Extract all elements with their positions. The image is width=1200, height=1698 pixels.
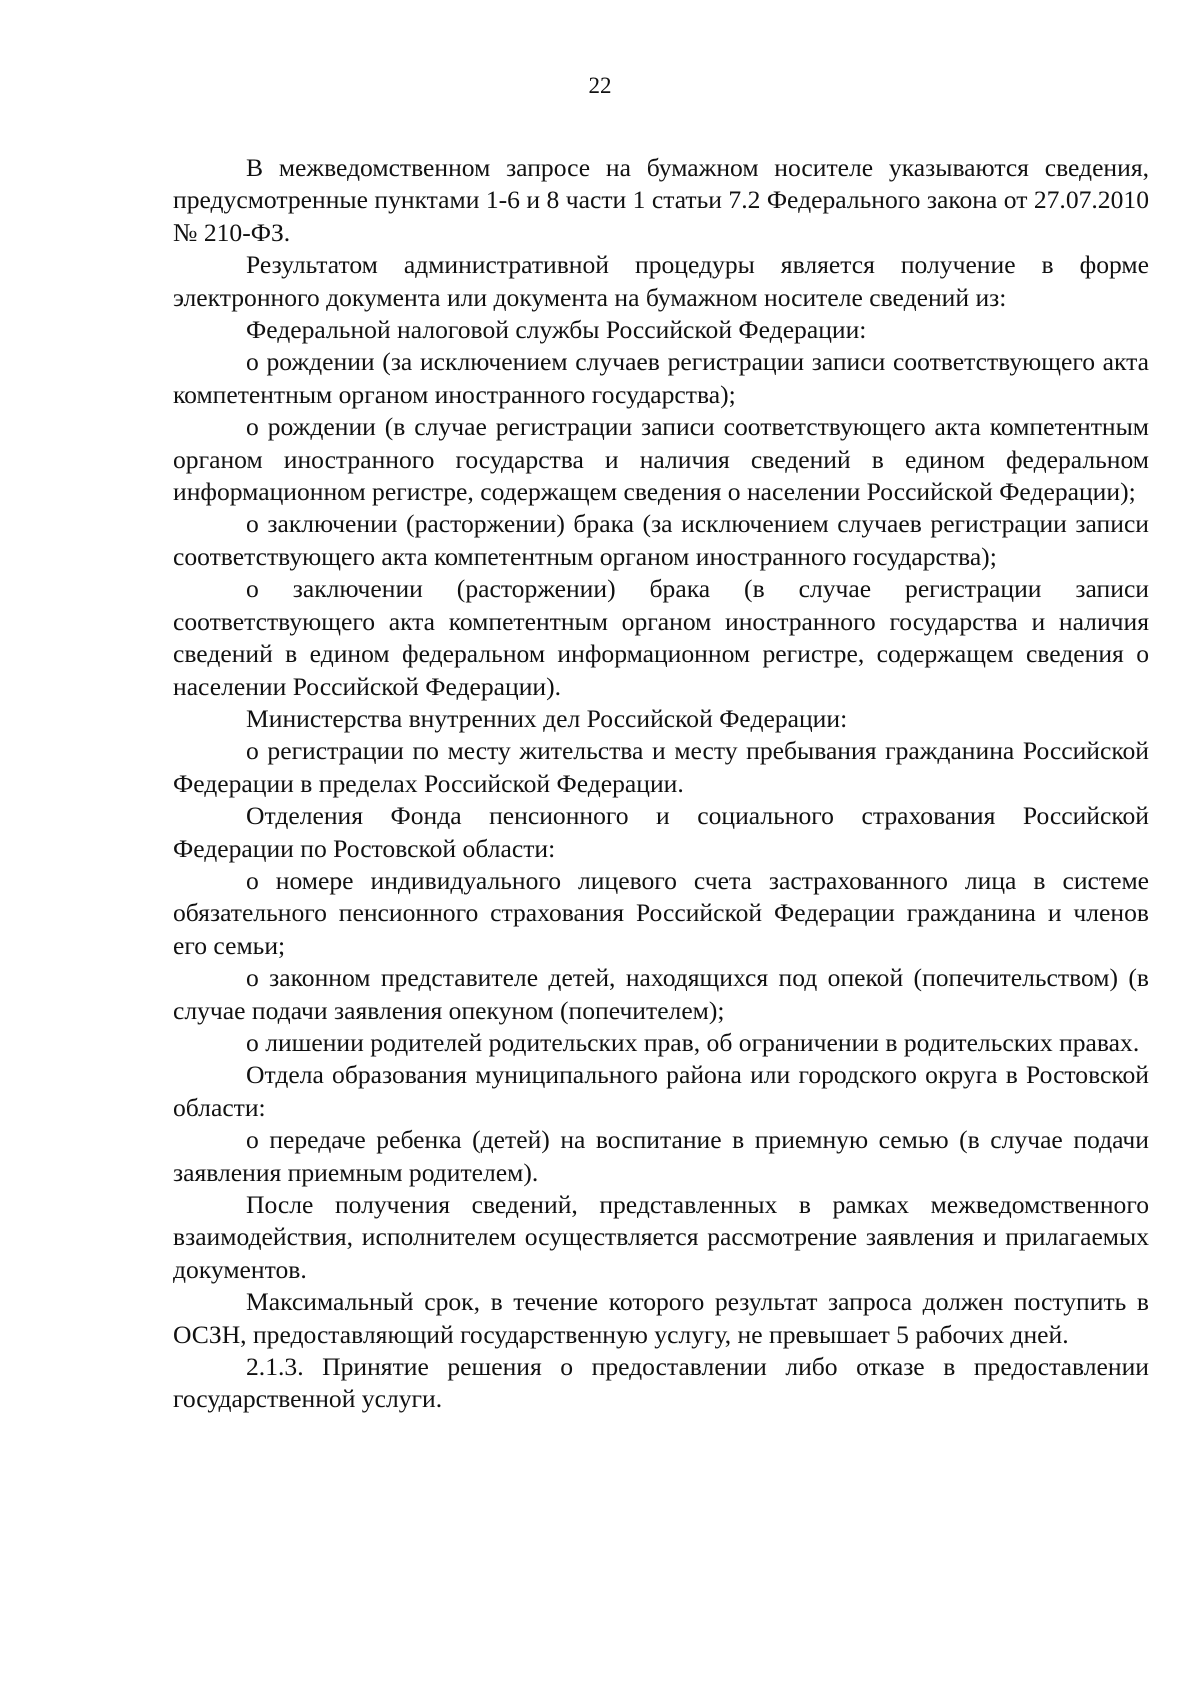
paragraph-fns-heading: Федеральной налоговой службы Российской Федерации: [246, 315, 867, 345]
page-number: 22 [588, 73, 612, 98]
list-item: о рождении (в случае регистрации записи соответствующего акта компетентным органом иностранного государства и наличия сведений в едином федеральном информационном регистре, содержащем сведения о населении Российской Федерации); [173, 412, 1149, 507]
list-item: о номере индивидуального лицевого счета застрахованного лица в системе обязательного пенсионного страхования Российской Федерации гражданина и членов его семьи; [173, 865, 1149, 960]
paragraph-interagency-request: В межведомственном запросе на бумажном носителе указываются сведения, предусмотренные пунктами 1-6 и 8 части 1 статьи 7.2 Федерального закона от 27.07.2010 № 210-ФЗ. [173, 153, 1149, 247]
paragraph-max-term: Максимальный срок, в течение которого результат запроса должен поступить в ОСЗН, предоставляющий государственную услугу, не превышает 5 рабочих дней. [173, 1287, 1149, 1349]
paragraph-sfr-heading: Отделения Фонда пенсионного и социального страхования Российской Федерации по Ростовской области: [173, 801, 1149, 863]
paragraph-mvd-heading: Министерства внутренних дел Российской Федерации: [246, 703, 848, 733]
list-item: о рождении (за исключением случаев регистрации записи соответствующего акта компетентным органом иностранного государства); [173, 347, 1149, 409]
paragraph-procedure-result: Результатом административной процедуры является получение в форме электронного документа или документа на бумажном носителе сведений из: [173, 250, 1149, 312]
paragraph-education-heading: Отдела образования муниципального района или городского округа в Ростовской области: [173, 1060, 1149, 1122]
list-item: о лишении родителей родительских прав, об ограничении в родительских правах. [246, 1027, 1140, 1057]
section-heading-2-1-3: 2.1.3. Принятие решения о предоставлении либо отказе в предоставлении государственной услуги. [173, 1352, 1149, 1414]
document-body [173, 152, 1149, 1416]
paragraph-review: После получения сведений, представленных в рамках межведомственного взаимодействия, исполнителем осуществляется рассмотрение заявления и прилагаемых документов. [173, 1190, 1149, 1284]
list-item: о заключении (расторжении) брака (в случае регистрации записи соответствующего акта компетентным органом иностранного государства и наличия сведений в едином федеральном информационном регистре, содержащем сведения о населении Российской Федерации). [173, 574, 1149, 701]
list-item: о законном представителе детей, находящихся под опекой (попечительством) (в случае подачи заявления опекуном (попечителем); [173, 963, 1149, 1025]
list-item: о передаче ребенка (детей) на воспитание в приемную семью (в случае подачи заявления приемным родителем). [173, 1125, 1149, 1187]
list-item: о заключении (расторжении) брака (за исключением случаев регистрации записи соответствующего акта компетентным органом иностранного государства); [173, 509, 1149, 571]
list-item: о регистрации по месту жительства и месту пребывания гражданина Российской Федерации в пределах Российской Федерации. [173, 736, 1149, 798]
